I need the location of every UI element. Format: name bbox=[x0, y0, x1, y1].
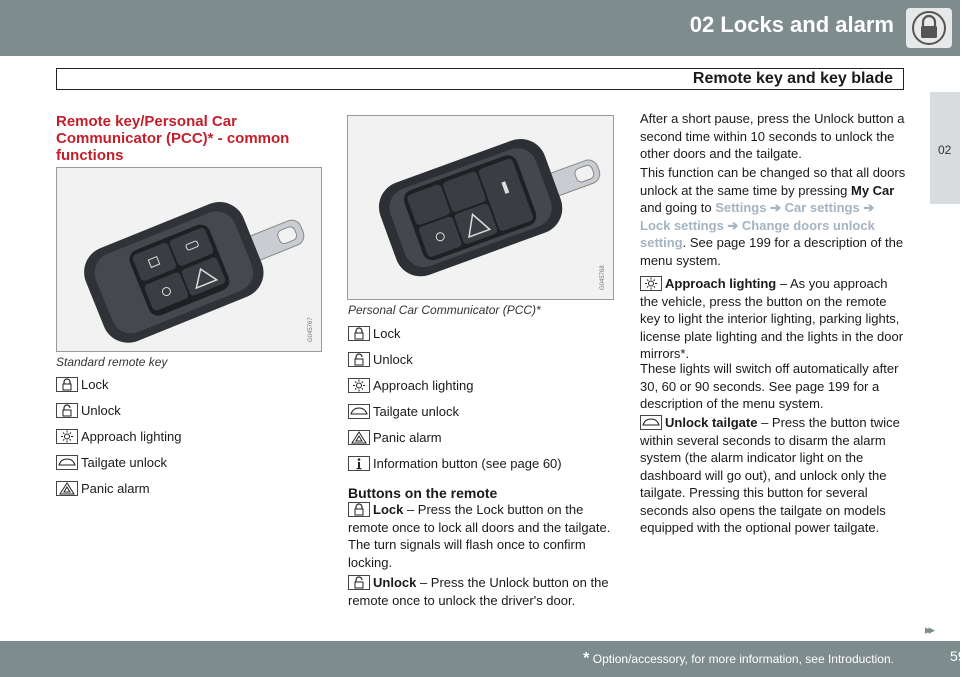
legend-item-panic-alarm bbox=[56, 481, 150, 496]
legend-item-lock bbox=[348, 326, 400, 341]
unlock-icon bbox=[348, 352, 370, 367]
unlock-term: Unlock bbox=[373, 575, 417, 590]
page-number: 59 bbox=[950, 648, 966, 664]
paragraph-second-press: After a short pause, press the Unlock button a second time within 10 seconds to unlock the other doors and the tailgate. bbox=[640, 111, 905, 161]
legend-item-label: Lock bbox=[81, 377, 109, 392]
figure-caption: Standard remote key bbox=[56, 355, 168, 369]
tailgate-icon bbox=[56, 455, 78, 470]
pcc-remote-figure bbox=[347, 115, 614, 300]
section-header bbox=[56, 68, 904, 90]
legend-item-tailgate-unlock bbox=[348, 404, 459, 419]
paragraph-lights-off: These lights will switch off automatically after 30, 60 or 90 seconds. See page 199 for a description of the menu system. bbox=[640, 361, 899, 411]
legend-item-panic-alarm bbox=[348, 430, 442, 445]
figure-code: G045767 bbox=[308, 317, 314, 342]
lock-icon bbox=[348, 326, 370, 341]
legend-item-label: Panic alarm bbox=[373, 430, 442, 445]
lock-icon bbox=[56, 377, 78, 392]
text-run: and going to bbox=[640, 200, 716, 215]
approach-lighting-icon bbox=[348, 378, 370, 393]
information-icon bbox=[348, 456, 370, 471]
legend-item-approach-lighting bbox=[348, 378, 473, 393]
chapter-side-tab-label: 02 bbox=[938, 143, 952, 157]
legend-item-label: Tailgate unlock bbox=[81, 455, 167, 470]
approach-lighting-icon bbox=[640, 276, 662, 291]
legend-item-approach-lighting bbox=[56, 429, 181, 444]
legend-item-label: Approach lighting bbox=[373, 378, 474, 393]
tailgate-icon bbox=[640, 415, 662, 430]
unlock-icon bbox=[348, 575, 370, 590]
continue-arrows: ▸▸ bbox=[925, 622, 933, 637]
lock-text: – Press the Lock button on the remote once to lock all doors and the tailgate. The turn signals will flash once to confirm locking. bbox=[348, 502, 611, 570]
unlock-icon bbox=[56, 403, 78, 418]
buttons-subheading: Buttons on the remote bbox=[348, 485, 498, 501]
figure-caption: Personal Car Communicator (PCC)* bbox=[348, 303, 541, 317]
legend-item-lock bbox=[56, 377, 108, 392]
panic-alarm-icon bbox=[348, 430, 370, 445]
unlock-tailgate-term: Unlock tailgate bbox=[665, 415, 758, 430]
lock-icon bbox=[348, 502, 370, 517]
padlock-icon bbox=[906, 8, 952, 48]
approach-lighting-icon bbox=[56, 429, 78, 444]
footer-note bbox=[583, 650, 894, 668]
legend-item-label: Information button (see page 60) bbox=[373, 456, 562, 471]
pcc-illustration bbox=[348, 116, 613, 299]
tailgate-icon bbox=[348, 404, 370, 419]
legend-item-label: Unlock bbox=[373, 352, 413, 367]
lock-term: Lock bbox=[373, 502, 404, 517]
lock-description bbox=[348, 501, 616, 571]
menu-path: Settings ➔ Car settings ➔ Lock settings ➔ Change doors unlock setting bbox=[640, 200, 875, 250]
chapter-title: 02 Locks and alarm bbox=[689, 12, 894, 37]
standard-remote-key-figure bbox=[56, 167, 322, 352]
legend-item-information bbox=[348, 456, 562, 471]
legend-item-unlock bbox=[348, 352, 413, 367]
section-title: Remote key and key blade bbox=[692, 70, 893, 87]
unlock-tailgate-text: – Press the button twice within several seconds to disarm the alarm system (the alarm indicator light on the dashboard will go out), and unlock only the tailgate. Pressing this button for several seconds also opens the tailgate on models equipped with the optional power tailgate. bbox=[640, 415, 900, 535]
legend-item-label: Tailgate unlock bbox=[373, 404, 459, 419]
legend-item-label: Panic alarm bbox=[81, 481, 150, 496]
paragraph-change-setting bbox=[640, 164, 908, 269]
approach-lighting-term: Approach lighting bbox=[665, 276, 777, 291]
approach-lighting-text: – As you approach the vehicle, press the button on the remote key to light the interior lighting, parking lights, license plate lighting and the lights in the door mirrors*. bbox=[640, 276, 904, 361]
panic-alarm-icon bbox=[56, 481, 78, 496]
legend-item-unlock bbox=[56, 403, 121, 418]
legend-item-label: Approach lighting bbox=[81, 429, 182, 444]
unlock-tailgate-description bbox=[640, 414, 908, 537]
section-heading: Remote key/Personal Car Communicator (PCC)* - common functions bbox=[56, 113, 290, 164]
my-car-term: My Car bbox=[851, 182, 895, 198]
legend-item-label: Lock bbox=[373, 326, 401, 341]
footnote-star: * bbox=[583, 650, 590, 667]
unlock-description bbox=[348, 574, 616, 609]
legend-item-tailgate-unlock bbox=[56, 455, 167, 470]
footnote-text: Option/accessory, for more information, see Introduction. bbox=[589, 652, 894, 666]
remote-key-illustration bbox=[57, 168, 321, 351]
legend-item-label: Unlock bbox=[81, 403, 121, 418]
text-run: This function can be changed so that all doors unlock at the same time by pressing bbox=[640, 165, 906, 198]
unlock-text: – Press the Unlock button on the remote once to unlock the driver's door. bbox=[348, 575, 609, 608]
text-run: . See page 199 for a description of the menu system. bbox=[640, 235, 904, 268]
figure-code: G045768 bbox=[600, 265, 606, 290]
approach-lighting-description bbox=[640, 275, 908, 363]
